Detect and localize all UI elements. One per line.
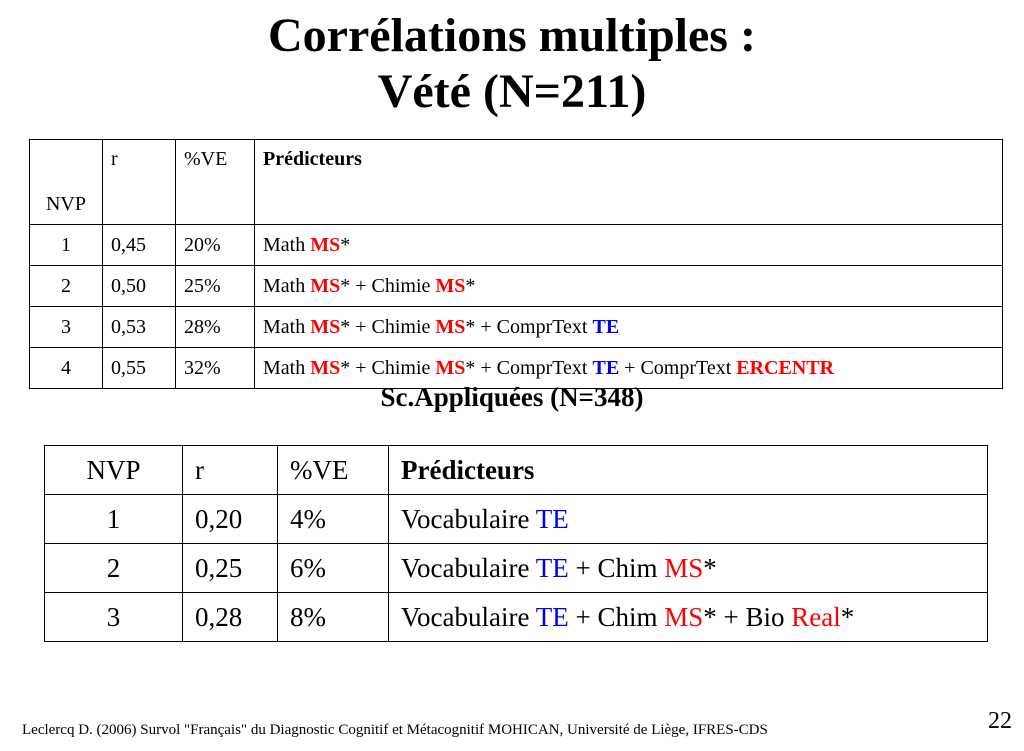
section-subtitle: Sc.Appliquées (N=348) <box>380 382 644 412</box>
header-predicteurs: Prédicteurs <box>389 446 988 495</box>
cell-nvp: 2 <box>30 266 103 307</box>
table-row <box>45 495 988 544</box>
slide-title <box>0 8 1024 120</box>
cell-nvp: 1 <box>30 225 103 266</box>
pred-comprtext: ComprText <box>496 356 593 379</box>
pred-chimie: Chimie <box>371 274 436 297</box>
pred-math: Math <box>263 233 311 256</box>
pred-real: Real <box>791 601 841 632</box>
cell-r: 0,28 <box>183 593 278 642</box>
title-line-2: Vété (N=211) <box>377 65 647 118</box>
header-nvp: NVP <box>30 140 103 225</box>
pred-star: * <box>340 274 351 297</box>
pred-math: Math <box>263 315 311 338</box>
cell-predicteurs <box>389 495 988 544</box>
pred-star: * <box>703 552 717 583</box>
pred-star: * <box>840 601 855 632</box>
table-header-row <box>45 446 988 495</box>
title-line-1: Corrélations multiples : <box>268 9 756 62</box>
table-vete <box>29 139 1003 389</box>
pred-math: Math <box>263 356 311 379</box>
pred-chimie: Chimie <box>371 315 436 338</box>
table-row <box>30 307 1003 348</box>
cell-nvp: 4 <box>30 348 103 389</box>
pred-plus: + <box>475 356 497 379</box>
cell-nvp: 3 <box>30 307 103 348</box>
pred-star: * <box>340 356 351 379</box>
table-header-row <box>30 140 1003 225</box>
header-predicteurs: Prédicteurs <box>255 140 1003 225</box>
cell-nvp: 3 <box>45 593 183 642</box>
cell-ve: 20% <box>176 225 255 266</box>
pred-plus: + <box>716 601 746 632</box>
cell-r: 0,55 <box>103 348 176 389</box>
footer-citation: Leclercq D. (2006) Survol "Français" du Diagnostic Cognitif et Métacognitif MOHICAN, Université de Liège, IFRES-CDS <box>22 722 768 738</box>
pred-star: * <box>465 315 476 338</box>
pred-plus: + <box>350 356 372 379</box>
cell-r: 0,25 <box>183 544 278 593</box>
pred-ms: MS <box>310 356 341 379</box>
header-r: r <box>183 446 278 495</box>
cell-r: 0,45 <box>103 225 176 266</box>
pred-plus: + <box>350 315 372 338</box>
pred-comprtext: ComprText <box>496 315 593 338</box>
pred-ms: MS <box>310 233 341 256</box>
header-ve: %VE <box>278 446 389 495</box>
cell-ve: 4% <box>278 495 389 544</box>
pred-star: * <box>340 233 351 256</box>
pred-bio: Bio <box>745 601 792 632</box>
cell-predicteurs <box>389 544 988 593</box>
pred-ms: MS <box>664 601 704 632</box>
pred-star: * <box>465 274 476 297</box>
pred-plus: + <box>568 552 598 583</box>
pred-ms: MS <box>664 552 704 583</box>
pred-plus: + <box>619 356 641 379</box>
pred-star: * <box>340 315 351 338</box>
pred-te: TE <box>535 503 569 534</box>
cell-predicteurs <box>389 593 988 642</box>
pred-te: TE <box>592 315 620 338</box>
pred-te: TE <box>535 552 569 583</box>
cell-predicteurs <box>255 225 1003 266</box>
pred-chim: Chim <box>597 601 665 632</box>
table-row <box>30 225 1003 266</box>
header-ve: %VE <box>176 140 255 225</box>
cell-predicteurs <box>255 307 1003 348</box>
pred-vocabulaire: Vocabulaire <box>401 552 536 583</box>
pred-plus: + <box>475 315 497 338</box>
cell-ve: 25% <box>176 266 255 307</box>
pred-ms: MS <box>435 315 466 338</box>
cell-r: 0,50 <box>103 266 176 307</box>
table-row <box>30 266 1003 307</box>
pred-plus: + <box>568 601 598 632</box>
table-sc-appliquees <box>44 445 988 642</box>
cell-nvp: 1 <box>45 495 183 544</box>
pred-ms: MS <box>310 315 341 338</box>
cell-nvp: 2 <box>45 544 183 593</box>
pred-te: TE <box>535 601 569 632</box>
pred-chim: Chim <box>597 552 665 583</box>
table-row <box>45 593 988 642</box>
pred-ercentr: ERCENTR <box>736 356 835 379</box>
pred-ms: MS <box>310 274 341 297</box>
pred-math: Math <box>263 274 311 297</box>
table-row <box>45 544 988 593</box>
cell-ve: 8% <box>278 593 389 642</box>
pred-vocabulaire: Vocabulaire <box>401 503 536 534</box>
pred-te: TE <box>592 356 620 379</box>
header-nvp: NVP <box>45 446 183 495</box>
cell-r: 0,53 <box>103 307 176 348</box>
pred-ms: MS <box>435 356 466 379</box>
cell-ve: 32% <box>176 348 255 389</box>
cell-ve: 28% <box>176 307 255 348</box>
pred-star: * <box>465 356 476 379</box>
pred-comprtext: ComprText <box>640 356 737 379</box>
pred-chimie: Chimie <box>371 356 436 379</box>
cell-r: 0,20 <box>183 495 278 544</box>
cell-predicteurs <box>255 266 1003 307</box>
cell-ve: 6% <box>278 544 389 593</box>
pred-ms: MS <box>435 274 466 297</box>
pred-vocabulaire: Vocabulaire <box>401 601 536 632</box>
pred-star: * <box>703 601 717 632</box>
pred-plus: + <box>350 274 372 297</box>
page-number: 22 <box>988 708 1012 734</box>
header-r: r <box>103 140 176 225</box>
